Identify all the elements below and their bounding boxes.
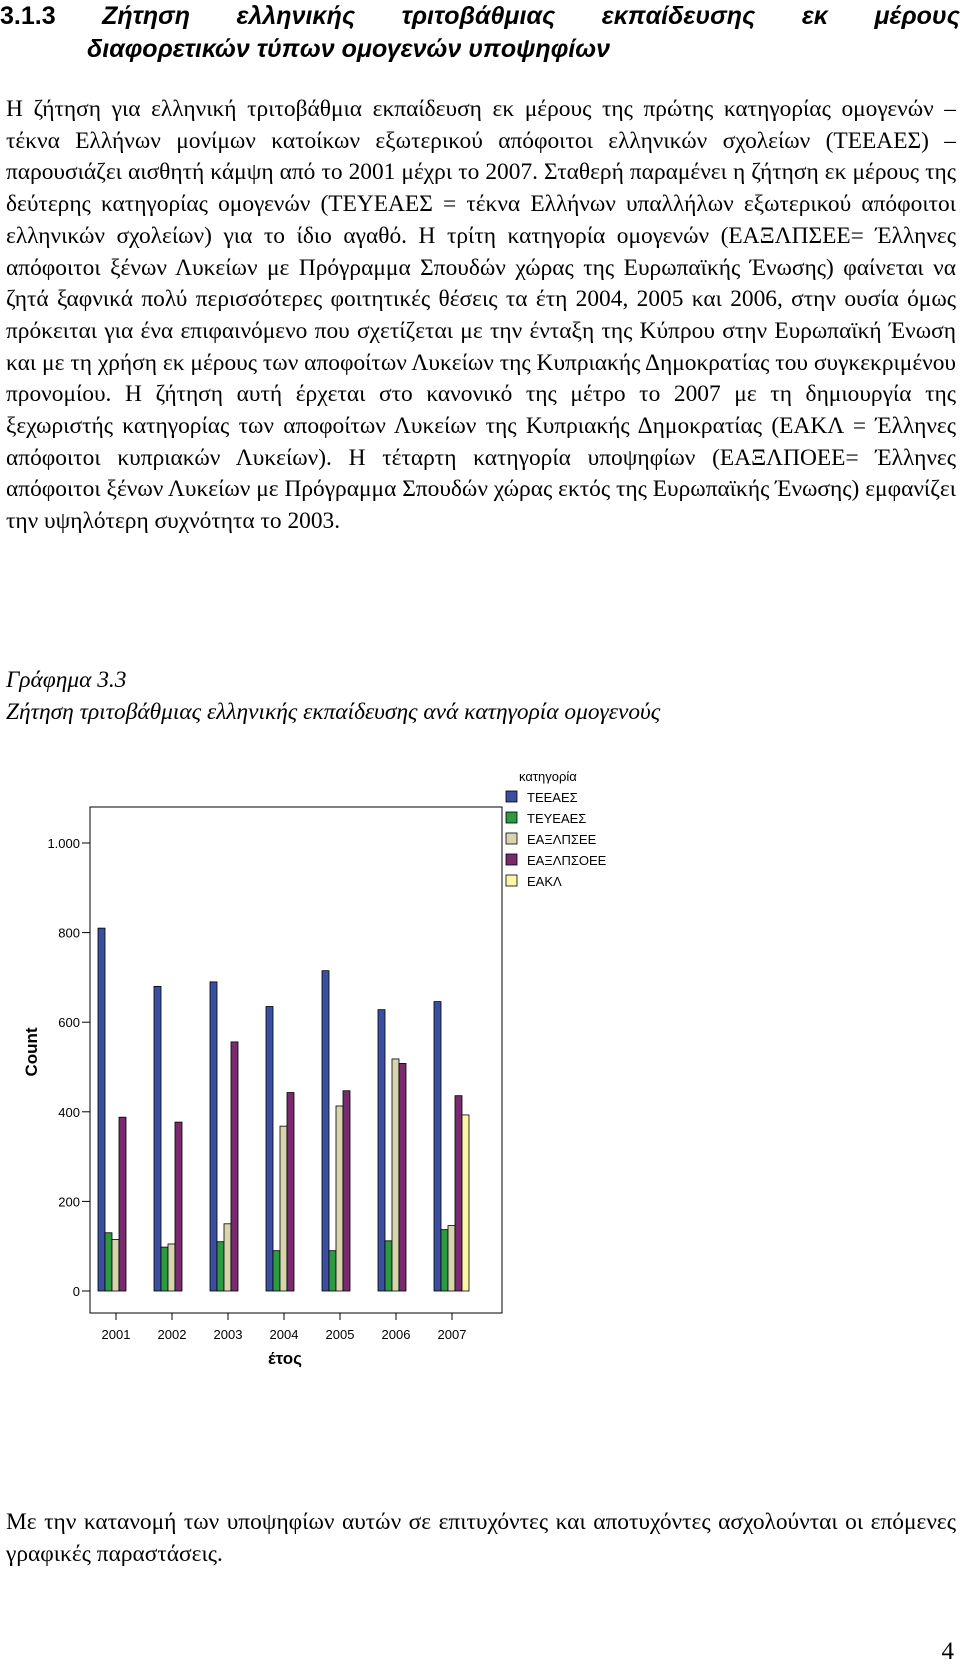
bar-ΕΑΞΛΠΣΟΕΕ-2005	[343, 1091, 350, 1291]
x-tick-label: 2003	[213, 1327, 243, 1342]
bar-ΕΑΞΛΠΣΕΕ-2005	[336, 1106, 343, 1291]
bar-ΤΕΕΑΕΣ-2002	[154, 986, 161, 1291]
legend-label: ΤΕΕΑΕΣ	[527, 790, 578, 805]
bar-ΤΕΥΕΑΕΣ-2003	[217, 1242, 224, 1291]
bar-ΕΑΚΛ-2007	[462, 1115, 469, 1291]
legend-label: ΤΕΥΕΑΕΣ	[527, 811, 587, 826]
bar-ΤΕΕΑΕΣ-2001	[98, 928, 105, 1291]
bar-ΤΕΕΑΕΣ-2006	[378, 1010, 385, 1291]
bar-ΤΕΕΑΕΣ-2004	[266, 1007, 273, 1291]
bar-ΤΕΥΕΑΕΣ-2004	[273, 1251, 280, 1291]
y-axis-label: Count	[22, 1027, 41, 1077]
x-tick-label: 2006	[381, 1327, 411, 1342]
y-tick-label: 0	[72, 1284, 80, 1299]
bar-ΕΑΞΛΠΣΟΕΕ-2006	[399, 1063, 406, 1291]
figure-title: Ζήτηση τριτοβάθμιας ελληνικής εκπαίδευσης ανά κατηγορία ομογενούς	[6, 699, 661, 725]
heading-word: ελληνικής	[236, 2, 356, 30]
bar-ΕΑΞΛΠΣΕΕ-2004	[280, 1126, 287, 1291]
x-tick-label: 2007	[437, 1327, 467, 1342]
bar-ΤΕΕΑΕΣ-2003	[210, 982, 217, 1291]
bar-ΤΕΥΕΑΕΣ-2002	[161, 1247, 168, 1291]
chart-body	[22, 769, 607, 1368]
legend-label: ΕΑΞΛΠΣΟΕΕ	[527, 853, 607, 868]
heading-word: μέρους	[874, 2, 960, 30]
x-tick-label: 2001	[101, 1327, 131, 1342]
x-axis-label: έτος	[267, 1349, 303, 1368]
page-number: 4	[941, 1638, 954, 1665]
legend-swatch-ΕΑΞΛΠΣΟΕΕ	[506, 854, 517, 865]
x-tick-label: 2002	[157, 1327, 187, 1342]
x-tick-label: 2004	[269, 1327, 299, 1342]
heading-word: τριτοβάθμιας	[401, 2, 556, 30]
heading-word: Ζήτηση	[102, 2, 191, 30]
y-tick-label: 800	[58, 925, 80, 941]
bar-ΕΑΞΛΠΣΟΕΕ-2007	[455, 1096, 462, 1291]
legend-swatch-ΕΑΞΛΠΣΕΕ	[506, 833, 517, 844]
y-tick-label: 200	[58, 1194, 80, 1210]
closing-paragraph: Με την κατανομή των υποψηφίων αυτών σε επιτυχόντες και αποτυχόντες ασχολούνται οι επόμενες γραφικές παραστάσεις.	[6, 1509, 956, 1567]
section-heading	[0, 0, 960, 66]
section-heading-line2: διαφορετικών τύπων ομογενών υποψηφίων	[87, 35, 610, 63]
bar-ΤΕΕΑΕΣ-2007	[434, 1002, 441, 1291]
heading-word: εκ	[801, 2, 828, 30]
bar-ΕΑΞΛΠΣΟΕΕ-2004	[287, 1093, 294, 1291]
bar-ΕΑΞΛΠΣΟΕΕ-2003	[231, 1042, 238, 1291]
bar-ΤΕΥΕΑΕΣ-2006	[385, 1241, 392, 1291]
bar-ΤΕΕΑΕΣ-2005	[322, 971, 329, 1291]
bar-ΕΑΞΛΠΣΕΕ-2002	[168, 1244, 175, 1291]
bar-ΤΕΥΕΑΕΣ-2005	[329, 1251, 336, 1291]
legend-swatch-ΤΕΕΑΕΣ	[506, 791, 517, 802]
section-heading-line1	[0, 0, 960, 33]
bar-ΕΑΞΛΠΣΕΕ-2007	[448, 1226, 455, 1291]
heading-word: εκπαίδευσης	[601, 2, 756, 30]
y-tick-label: 1.000	[47, 836, 80, 851]
bar-ΕΑΞΛΠΣΟΕΕ-2001	[119, 1117, 126, 1291]
intro-paragraph: Η ζήτηση για ελληνική τριτοβάθμια εκπαίδευση εκ μέρους της πρώτης κατηγορίας ομογενών – τέκνα Ελλήνων μονίμων κατοίκων εξωτερικού απόφοιτοι ελληνικών σχολείων (ΤΕΕΑΕΣ) – παρουσιάζει αισθητή κάμψη από το 2001 μέχρι το 2007. Σταθερή παραμένει η ζήτηση εκ μέρους της δεύτερης κατηγορίας ομογενών (ΤΕΥΕΑΕΣ = τέκνα Ελλήνων υπαλλήλων εξωτερικού απόφοιτοι ελληνικών σχολείων) για το ίδιο αγαθό. Η τρίτη κατηγορία ομογενών (ΕΑΞΛΠΣΕΕ= Έλληνες απόφοιτοι ξένων Λυκείων με Πρόγραμμα Σπουδών χώρας της Ευρωπαϊκής Ένωσης) φαίνεται να ζητά ξαφνικά πολύ περισσότερες φοιτητικές θέσεις τα έτη 2004, 2005 και 2006, στην ουσία όμως πρόκειται για ένα επιφαινόμενο που σχετίζεται με την ένταξη της Κύπρου στην Ευρωπαϊκή Ένωση και με τη χρήση εκ μέρους των αποφοίτων Λυκείων της Κυπριακής Δημοκρατίας του συγκεκριμένου προνομίου. Η ζήτηση αυτή έρχεται στο κανονικό της μέτρο το 2007 με τη δημιουργία της ξεχωριστής κατηγορίας των αποφοίτων Λυκείων της Κυπριακής Δημοκρατίας (ΕΑΚΛ = Έλληνες απόφοιτοι κυπριακών Λυκείων). Η τέταρτη κατηγορία υποψηφίων (ΕΑΞΛΠΟΕΕ= Έλληνες απόφοιτοι ξένων Λυκείων με Πρόγραμμα Σπουδών χώρας εκτός της Ευρωπαϊκής Ένωσης) εμφανίζει την υψηλότερη συχνότητα το 2003.	[6, 96, 956, 535]
bar-ΕΑΞΛΠΣΕΕ-2001	[112, 1239, 119, 1291]
legend-title: κατηγορία	[519, 769, 577, 784]
legend-swatch-ΕΑΚΛ	[506, 875, 517, 886]
bar-ΤΕΥΕΑΕΣ-2007	[441, 1230, 448, 1291]
x-tick-label: 2005	[325, 1327, 355, 1342]
legend-label: ΕΑΚΛ	[527, 874, 562, 889]
bar-ΕΑΞΛΠΣΕΕ-2006	[392, 1059, 399, 1291]
y-tick-label: 600	[58, 1015, 80, 1031]
bar-chart	[0, 770, 960, 1390]
figure-label: Γράφημα 3.3	[6, 667, 127, 693]
bar-ΤΕΥΕΑΕΣ-2001	[105, 1233, 112, 1291]
section-number: 3.1.3	[0, 2, 56, 30]
legend-swatch-ΤΕΥΕΑΕΣ	[506, 812, 517, 823]
y-tick-label: 400	[58, 1104, 80, 1120]
bar-ΕΑΞΛΠΣΕΕ-2003	[224, 1224, 231, 1291]
legend-label: ΕΑΞΛΠΣΕΕ	[527, 832, 597, 847]
bar-ΕΑΞΛΠΣΟΕΕ-2002	[175, 1122, 182, 1291]
